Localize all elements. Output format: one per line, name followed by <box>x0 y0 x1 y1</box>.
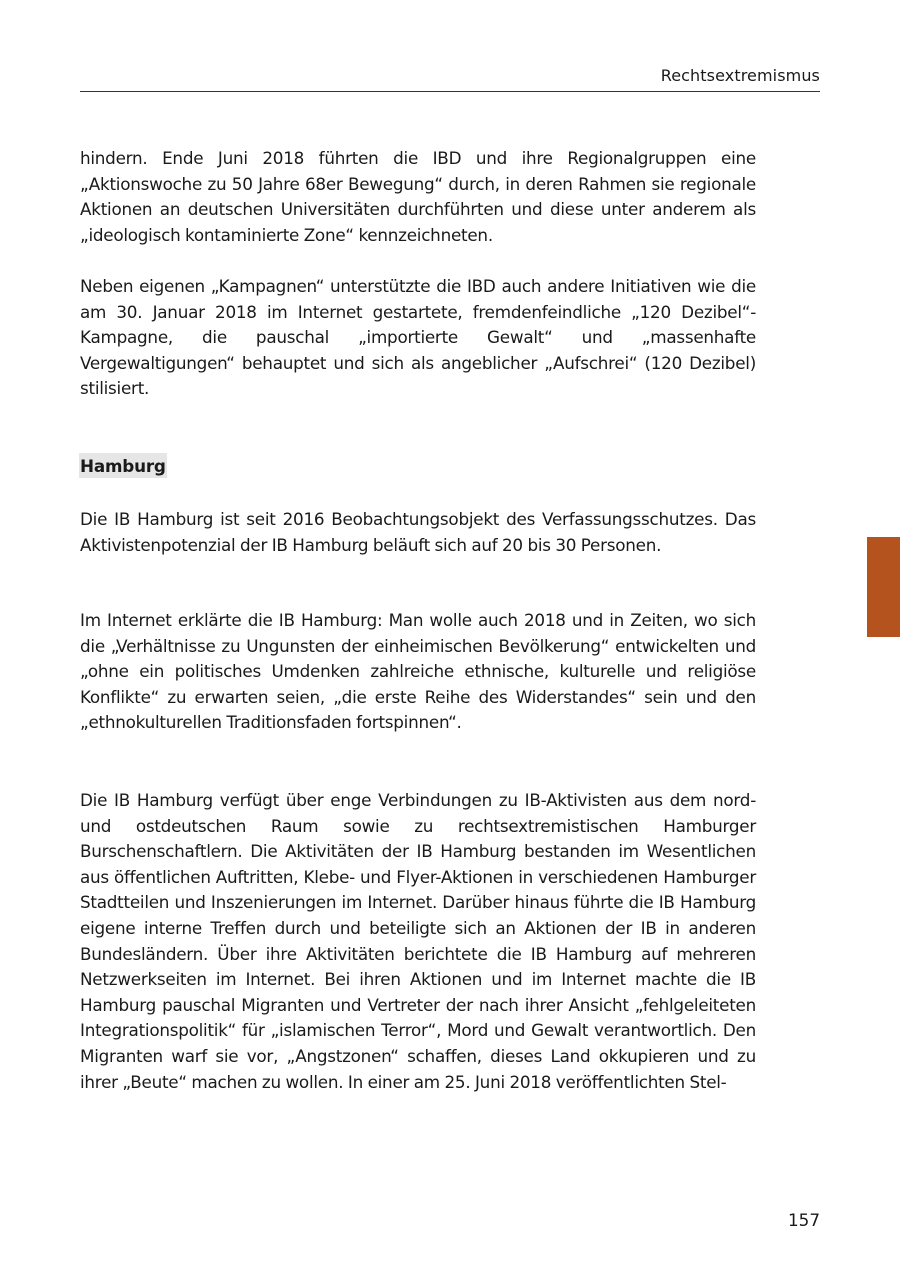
paragraph-2: Neben eigenen „Kampagnen“ unterstützte die IBD auch andere Initiativen wie die am 30. Januar 2018 im Internet gestartete, fremdenfeindliche „120 Dezibel“-Kampagne, die pauschal „importierte Gewalt“ und „massenhafte Vergewaltigungen“ behauptet und sich als angeblicher „Aufschrei“ (120 Dezibel) stilisiert. <box>80 276 756 399</box>
running-title: Rechtsextremismus <box>660 66 820 85</box>
page-number: 157 <box>787 1210 820 1230</box>
chapter-tab-marker <box>867 537 900 637</box>
section-heading-hamburg: Hamburg <box>79 453 167 478</box>
paragraph-5: Die IB Hamburg verfügt über enge Verbindungen zu IB-Aktivisten aus dem nord- und ostdeutschen Raum sowie zu rechtsextremistischen Hamburger Burschenschaftlern. Die Aktivitäten der IB Hamburg bestanden im Wesentlichen aus öffentlichen Auftritten, Klebe- und Flyer-Aktionen in verschiedenen Hamburger Stadtteilen und Inszenierungen im Internet. Darüber hinaus führte die IB Hamburg eigene interne Treffen durch und beteiligte sich an Aktionen der IB in anderen Bundesländern. Über ihre Aktivitäten berichtete die IB Hamburg auf mehreren Netzwerkseiten im Internet. Bei ihren Aktionen und im Internet machte die IB Hamburg pauschal Migranten und Vertreter der nach ihrer Ansicht „fehlgeleiteten Integrationspolitik“ für „islamischen Terror“, Mord und Gewalt verantwortlich. Den Migranten warf sie vor, „Angstzonen“ schaffen, dieses Land okkupieren und zu ihrer „Beute“ machen zu wollen. In einer am 25. Juni 2018 veröffentlichten Stel- <box>80 790 756 1092</box>
paragraph-3: Die IB Hamburg ist seit 2016 Beobachtungsobjekt des Verfassungsschutzes. Das Aktivistenpotenzial der IB Hamburg beläuft sich auf 20 bis 30 Personen. <box>80 509 756 555</box>
running-header <box>80 66 820 92</box>
paragraph-4: Im Internet erklärte die IB Hamburg: Man wolle auch 2018 und in Zeiten, wo sich die „Verhältnisse zu Ungunsten der einheimischen Bevölkerung“ entwickelten und „ohne ein politisches Umdenken zahlreiche ethnische, kulturelle und religiöse Konflikte“ zu erwarten seien, „die erste Reihe des Widerstandes“ sein und den „ethnokulturellen Traditionsfaden fortspinnen“. <box>80 610 756 733</box>
paragraph-1: hindern. Ende Juni 2018 führten die IBD und ihre Regionalgruppen eine „Aktionswoche zu 50 Jahre 68er Bewegung“ durch, in deren Rahmen sie regionale Aktionen an deutschen Universitäten durchführten und diese unter anderem als „ideologisch kontaminierte Zone“ kennzeichneten. <box>80 148 756 245</box>
